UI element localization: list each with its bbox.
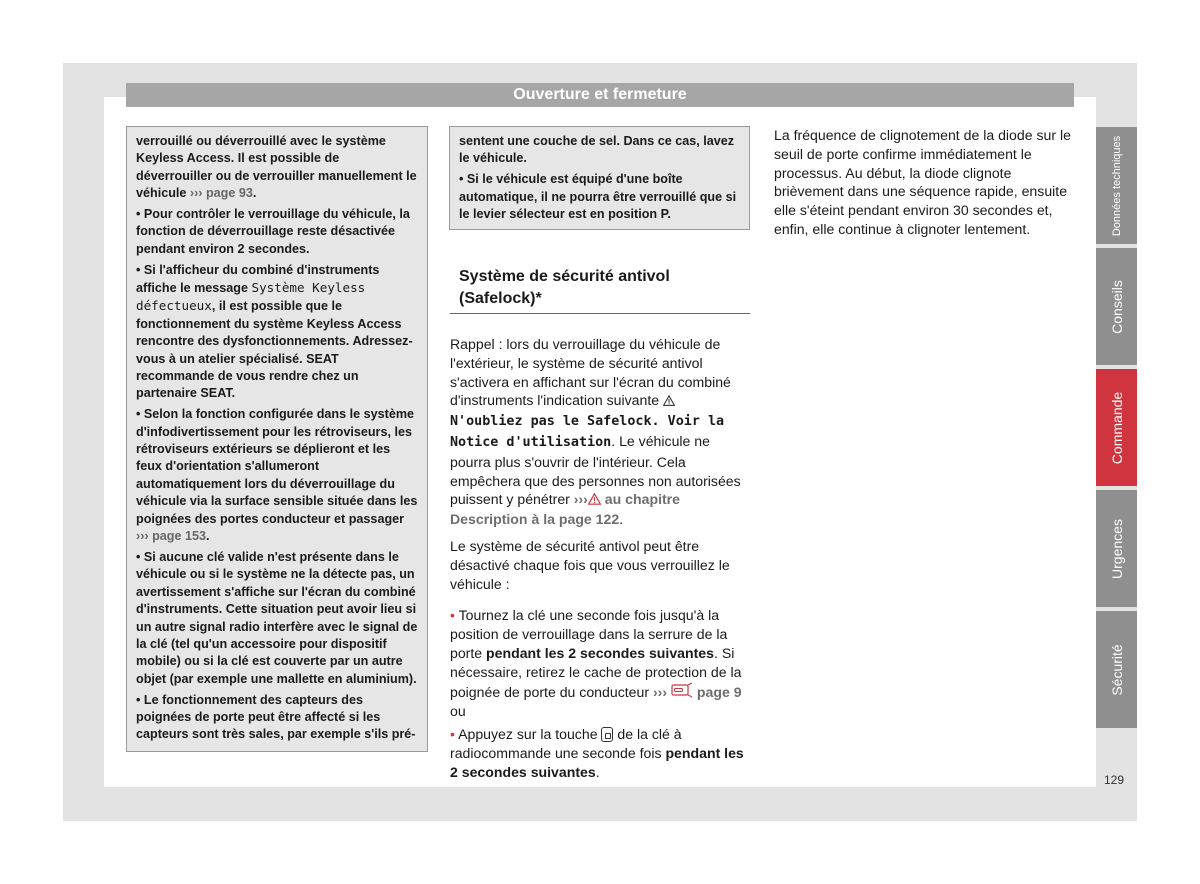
page-reference-link[interactable]: page 9: [692, 683, 742, 700]
safelock-section: [450, 244, 750, 790]
bullet: •: [450, 726, 455, 743]
reference-arrows: ›››: [652, 683, 668, 700]
display-message: N'oubliez pas le Safelock. Voir la Notice d'utilisation: [450, 414, 725, 450]
section-divider: [450, 313, 750, 314]
page-reference-link[interactable]: ››› page 153: [136, 529, 206, 544]
page-number: 129: [1103, 773, 1124, 787]
chapter-header: Ouverture et fermeture: [126, 83, 1074, 107]
reference-arrows: ›››: [573, 491, 588, 508]
body-paragraph: Rappel : lors du verrouillage du véhicule de l'extérieur, le système de sécurité antivol s'activera en affichant sur l'écran du combiné d'instruments l'indication suivante N'oubliez pas le Safelock. Voir la Notice d'utilisation. Le véhicule ne pourra plus s'ouvrir de l'intérieur. Cela empêchera que des personnes non autorisées puissent y pénétrer ››› au chapitre Description à la page 122.: [450, 336, 741, 528]
tab-securite[interactable]: Sécurité: [1096, 611, 1137, 728]
tab-commande[interactable]: Commande: [1096, 369, 1137, 486]
door-handle-icon: [671, 682, 693, 703]
note-paragraph: verrouillé ou déverrouillé avec le système Keyless Access. Il est possible de déverrouiller ou de verrouiller manuellement le véhicule ››› page 93.: [136, 134, 417, 201]
page-reference-link[interactable]: ››› page 93: [189, 186, 253, 201]
warning-red-icon: [588, 491, 601, 510]
body-paragraph: Le système de sécurité antivol peut être désactivé chaque fois que vous verrouillez le véhicule :: [450, 537, 730, 592]
tab-urgences[interactable]: Urgences: [1096, 490, 1137, 607]
lock-button-icon: [601, 727, 613, 742]
body-paragraph: La fréquence de clignotement de la diode sur le seuil de porte confirme immédiatement le processus. Au début, la diode clignote brièvement dans une séquence rapide, ensuite elle s'éteint pendant environ 30 secondes et, enfin, elle continue à clignoter lentement.: [774, 127, 1071, 237]
note-paragraph: • Si le véhicule est équipé d'une boîte automatique, il ne pourra être verrouillé que si le levier sélecteur est en position P.: [459, 172, 737, 222]
note-box-left: [126, 126, 428, 752]
note-paragraph: • Si l'afficheur du combiné d'instruments affiche le message Système Keyless défectueux, il est possible que le fonctionnement du système Keyless Access rencontre des dysfonctionnements. Adressez-vous à un atelier spécialisé. SEAT recommande de vous rendre chez un partenaire SEAT.: [136, 262, 413, 401]
display-message: Système Keyless défectueux: [136, 280, 366, 314]
note-paragraph: • Selon la fonction configurée dans le système d'infodivertissement pour les rétroviseurs, les rétroviseurs extérieurs se déplieront et les feux d'orientation s'allumeront automatiquement lors du déverrouillage du véhicule via la surface sensible située dans les poignées des portes conducteur et passager ››› page 153.: [136, 407, 418, 544]
warning-icon: [663, 392, 675, 411]
tab-donnees-techniques[interactable]: Données techniques: [1096, 127, 1137, 244]
list-item: • Appuyez sur la touche de la clé à radiocommande une seconde fois pendant les 2 secondes suivantes.: [450, 726, 744, 780]
list-item: • Tournez la clé une seconde fois jusqu'à la position de verrouillage dans la serrure de la porte pendant les 2 secondes suivantes. Si nécessaire, retirez le cache de protection de la poignée de porte du conducteur ››› page 9 ou: [450, 607, 742, 720]
chapter-reference-link[interactable]: au chapitre Description à la page 122: [450, 491, 680, 528]
diode-section: [774, 126, 1074, 239]
note-paragraph: • Si aucune clé valide n'est présente dans le véhicule ou si le système ne la détecte pas, un avertissement s'affiche sur l'écran du combiné d'instruments. Cette situation peut avoir lieu si un autre signal radio interfère avec le signal de la clé (tel qu'un accessoire pour dispositif mobile) ou si la clé est couverte par un autre objet (par exemple une mallette en aluminium).: [136, 549, 418, 686]
note-box-middle: [449, 126, 750, 230]
section-title: Système de sécurité antivol (Safelock)*: [459, 268, 670, 307]
note-paragraph: • Le fonctionnement des capteurs des poignées de porte peut être affecté si les capteurs sont très sales, par exemple s'ils pré-: [136, 692, 416, 742]
tab-conseils[interactable]: Conseils: [1096, 248, 1137, 365]
note-paragraph: sentent une couche de sel. Dans ce cas, lavez le véhicule.: [459, 134, 735, 166]
bullet: •: [450, 607, 455, 624]
note-paragraph: • Pour contrôler le verrouillage du véhicule, la fonction de déverrouillage reste désactivée pendant environ 2 secondes.: [136, 207, 410, 256]
